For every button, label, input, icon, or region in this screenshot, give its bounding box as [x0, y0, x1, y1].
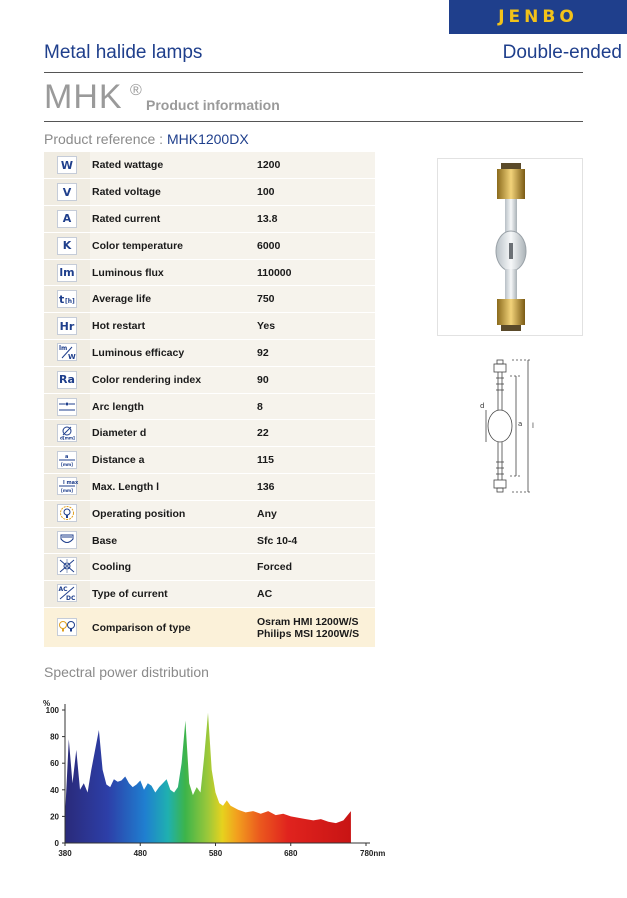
y-tick-label: 0: [54, 839, 59, 848]
spec-row: [44, 608, 375, 648]
spec-value-line: Philips MSI 1200W/S: [257, 627, 360, 640]
color-rendering-icon: Ra: [57, 371, 77, 389]
brand-name: JENBO: [498, 7, 578, 27]
product-reference: [44, 131, 249, 147]
spec-row: [44, 340, 375, 367]
spec-row: [44, 393, 375, 420]
spec-row: [44, 554, 375, 581]
spec-value: 92: [254, 340, 375, 367]
spec-row: [44, 500, 375, 527]
spec-value: 8: [254, 393, 375, 420]
color-temperature-icon: K: [57, 237, 77, 255]
spec-value: [254, 608, 375, 648]
spec-value: 22: [254, 420, 375, 447]
document-title: Metal halide lamps: [44, 42, 203, 63]
current-icon: A: [57, 210, 77, 228]
brand-logo: [449, 0, 627, 34]
svg-text:DC: DC: [66, 595, 76, 603]
spec-label: Distance a: [90, 447, 254, 474]
spec-value: 6000: [254, 232, 375, 259]
current-type-icon: [57, 584, 77, 602]
max-length-icon: [57, 477, 77, 495]
svg-text:W: W: [68, 352, 76, 361]
spec-row: [44, 259, 375, 286]
spec-value: Any: [254, 500, 375, 527]
reference-code: MHK1200DX: [166, 131, 249, 147]
diameter-icon: [57, 424, 77, 442]
svg-text:d[mm]: d[mm]: [60, 435, 75, 441]
spec-row: [44, 474, 375, 501]
spec-label: Rated wattage: [90, 152, 254, 179]
product-divider: [44, 121, 583, 122]
document-type: Double-ended: [502, 42, 622, 63]
spec-value: Sfc 10-4: [254, 527, 375, 554]
spec-value: 100: [254, 179, 375, 206]
spec-value: 90: [254, 366, 375, 393]
operating-position-icon: [57, 504, 77, 522]
base-icon: [57, 531, 77, 549]
spec-value: 110000: [254, 259, 375, 286]
x-tick-label: 480: [133, 849, 147, 858]
spec-label: Comparison of type: [90, 608, 254, 648]
reference-label: Product reference :: [44, 131, 167, 147]
spec-label: Color temperature: [90, 232, 254, 259]
dimension-drawing: [470, 352, 550, 502]
spec-value: 115: [254, 447, 375, 474]
y-tick-label: 100: [45, 706, 59, 715]
spec-row: [44, 206, 375, 233]
spec-label: Luminous flux: [90, 259, 254, 286]
spec-value: Forced: [254, 554, 375, 581]
spec-label: Rated voltage: [90, 179, 254, 206]
spec-label: Operating position: [90, 500, 254, 527]
voltage-icon: V: [57, 183, 77, 201]
spd-chart: [30, 688, 410, 878]
arc-length-icon: [57, 398, 77, 416]
spec-label: Diameter d: [90, 420, 254, 447]
spec-row: [44, 179, 375, 206]
product-name: MHK: [44, 78, 123, 116]
y-tick-label: 80: [50, 732, 59, 742]
spec-label: Color rendering index: [90, 366, 254, 393]
svg-text:t: t: [59, 292, 65, 306]
product-info-heading: Product information: [146, 97, 280, 113]
spec-value: AC: [254, 581, 375, 608]
svg-text:d: d: [480, 402, 485, 410]
spec-value: 136: [254, 474, 375, 501]
spec-row: [44, 232, 375, 259]
spec-label: Cooling: [90, 554, 254, 581]
spec-row: [44, 581, 375, 608]
spec-label: Rated current: [90, 206, 254, 233]
svg-text:a: a: [518, 420, 523, 428]
y-tick-label: 60: [50, 759, 59, 769]
spec-value: 750: [254, 286, 375, 313]
lamp-photo: [437, 158, 583, 336]
svg-text:AC: AC: [58, 586, 68, 594]
spec-row: [44, 286, 375, 313]
spec-row: [44, 152, 375, 179]
spec-row: [44, 420, 375, 447]
spec-label: Luminous efficacy: [90, 340, 254, 367]
spec-row: [44, 527, 375, 554]
registered-mark: ®: [130, 82, 142, 99]
average-life-icon: [57, 290, 77, 308]
spec-value: Yes: [254, 313, 375, 340]
spd-title: Spectral power distribution: [44, 664, 209, 680]
svg-text:[h]: [h]: [65, 297, 75, 305]
x-tick-label: 380: [58, 849, 72, 858]
distance-icon: [57, 451, 77, 469]
spec-value-line: Osram HMI 1200W/S: [257, 615, 359, 628]
svg-text:[mm]: [mm]: [61, 461, 73, 467]
spec-value: 1200: [254, 152, 375, 179]
svg-text:l: l: [532, 422, 534, 430]
hot-restart-icon: Hr: [57, 317, 77, 335]
header-divider: [44, 72, 583, 73]
spec-row: [44, 313, 375, 340]
comparison-icon: [57, 618, 77, 636]
luminous-flux-icon: lm: [57, 264, 77, 282]
svg-text:a: a: [65, 453, 69, 460]
spec-label: Hot restart: [90, 313, 254, 340]
y-axis-label: %: [43, 699, 51, 708]
spec-table: [44, 152, 375, 648]
spec-value: 13.8: [254, 206, 375, 233]
spec-label: Max. Length l: [90, 474, 254, 501]
svg-text:l max: l max: [63, 480, 79, 487]
spec-label: Average life: [90, 286, 254, 313]
x-tick-label: 680: [284, 849, 298, 858]
cooling-icon: [57, 557, 77, 575]
spec-label: Type of current: [90, 581, 254, 608]
y-tick-label: 40: [50, 785, 59, 795]
spd-area: [65, 713, 351, 843]
spec-row: [44, 366, 375, 393]
wattage-icon: W: [57, 156, 77, 174]
svg-text:[mm]: [mm]: [61, 488, 73, 494]
spec-label: Base: [90, 527, 254, 554]
y-tick-label: 20: [50, 812, 59, 822]
spec-row: [44, 447, 375, 474]
x-tick-label: 780nm: [360, 849, 386, 858]
luminous-efficacy-icon: [57, 343, 77, 361]
spec-label: Arc length: [90, 393, 254, 420]
x-tick-label: 580: [208, 849, 223, 858]
svg-text:lm: lm: [59, 344, 68, 352]
